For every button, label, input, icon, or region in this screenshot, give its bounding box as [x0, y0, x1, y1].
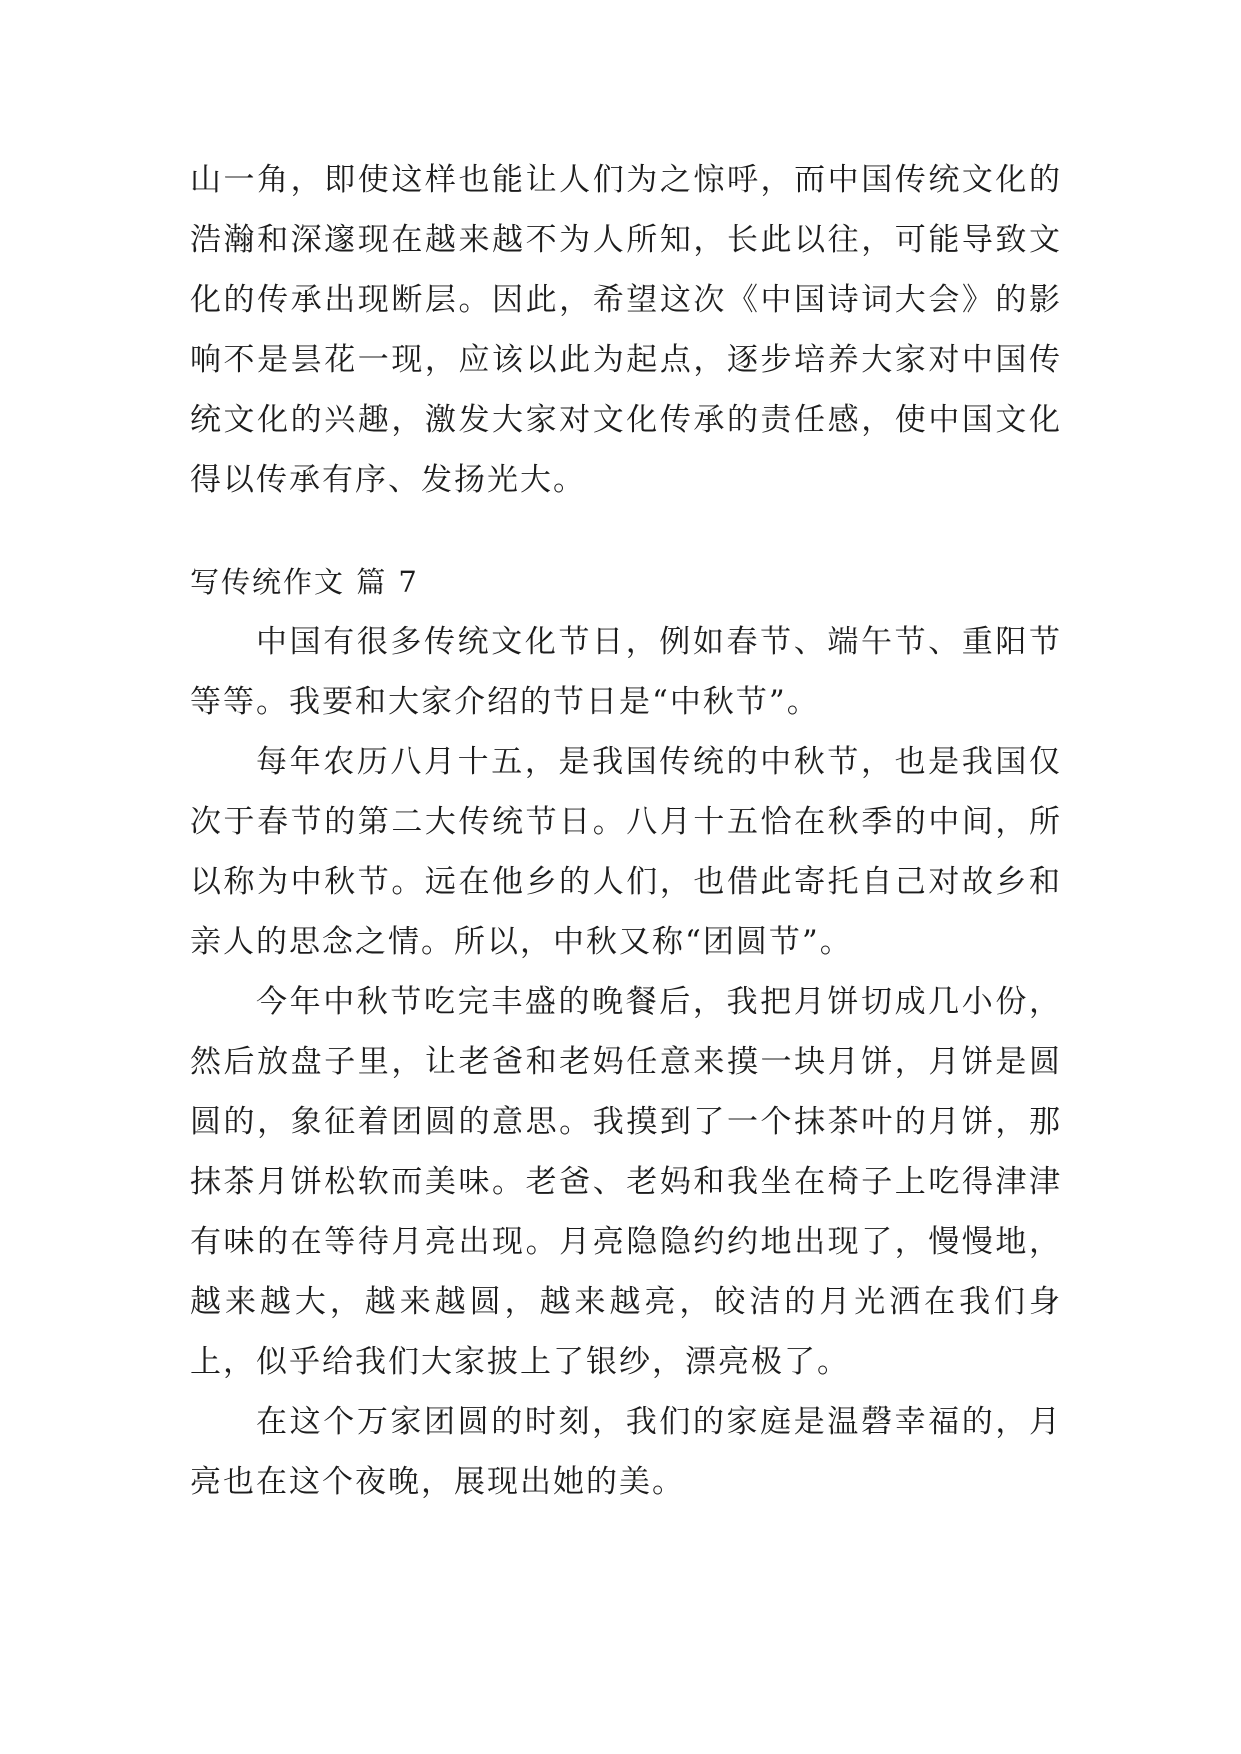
- paragraph-continued: 山一角，即使这样也能让人们为之惊呼，而中国传统文化的浩瀚和深邃现在越来越不为人所知，长此以往，可能导致文化的传承出现断层。因此，希望这次《中国诗词大会》的影响不是昙花一现，应该以此为起点，逐步培养大家对中国传统文化的兴趣，激发大家对文化传承的责任感，使中国文化得以传承有序、发扬光大。: [190, 162, 1062, 498]
- document-body: [190, 150, 1062, 1512]
- paragraph-4: 在这个万家团圆的时刻，我们的家庭是温磬幸福的，月亮也在这个夜晚，展现出她的美。: [190, 1404, 1062, 1500]
- paragraph-1: 中国有很多传统文化节日，例如春节、端午节、重阳节等等。我要和大家介绍的节日是“中秋节”。: [190, 624, 1062, 720]
- paragraph-3: 今年中秋节吃完丰盛的晚餐后，我把月饼切成几小份，然后放盘子里，让老爸和老妈任意来摸一块月饼，月饼是圆圆的，象征着团圆的意思。我摸到了一个抹茶叶的月饼，那抹茶月饼松软而美味。老爸、老妈和我坐在椅子上吃得津津有味的在等待月亮出现。月亮隐隐约约地出现了，慢慢地，越来越大，越来越圆，越来越亮，皎洁的月光洒在我们身上，似乎给我们大家披上了银纱，漂亮极了。: [190, 984, 1062, 1380]
- section-heading: 写传统作文 篇 7: [190, 565, 419, 599]
- paragraph-2: 每年农历八月十五，是我国传统的中秋节，也是我国仅次于春节的第二大传统节日。八月十五恰在秋季的中间，所以称为中秋节。远在他乡的人们，也借此寄托自己对故乡和亲人的思念之情。所以，中秋又称“团圆节”。: [190, 744, 1062, 960]
